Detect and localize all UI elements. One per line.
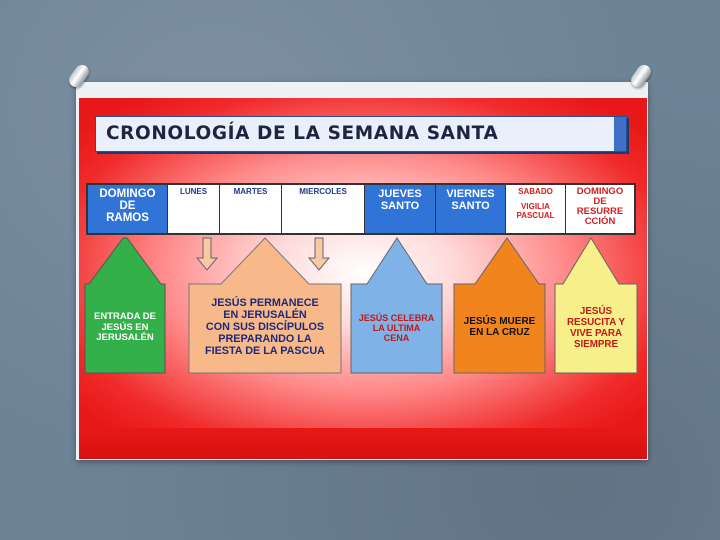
day-martes: MARTES: [220, 185, 282, 233]
arrow-miercoles-down-icon: [309, 238, 329, 270]
arrow-jueves: [351, 238, 442, 373]
arrow-lunes-down-icon: [197, 238, 217, 270]
arrow-entrada: [85, 238, 165, 373]
event-resucita: JESÚS RESUCITA Y VIVE PARA SIEMPRE: [566, 306, 626, 350]
day-domingo-de-ramos: DOMINGO DE RAMOS: [88, 185, 168, 233]
event-entrada: ENTRADA DE JESÚS EN JERUSALÉN: [94, 311, 156, 344]
day-miercoles: MIERCOLES: [282, 185, 365, 233]
day-sabado: SABADO VIGILIA PASCUAL: [506, 185, 566, 233]
day-viernes-santo: VIERNES SANTO: [436, 185, 506, 233]
arrows-layer: [79, 98, 647, 459]
day-domingo-de-resurreccion: DOMINGO DE RESURRE CCIÓN: [566, 185, 634, 233]
event-permanece: JESÚS PERMANECE EN JERUSALÉN CON SUS DISCÍPULOS PREPARANDO LA FIESTA DE LA PASCUA: [205, 297, 325, 358]
day-jueves-santo: JUEVES SANTO: [365, 185, 436, 233]
arrow-viernes: [454, 238, 545, 373]
event-ultima-cena: JESÚS CELEBRA LA ULTIMA CENA: [358, 313, 435, 344]
event-muere: JESÚS MUERE EN LA CRUZ: [463, 316, 536, 339]
slide: [79, 98, 647, 459]
page-title: CRONOLOGÍA DE LA SEMANA SANTA: [106, 123, 499, 144]
day-lunes: LUNES: [168, 185, 220, 233]
